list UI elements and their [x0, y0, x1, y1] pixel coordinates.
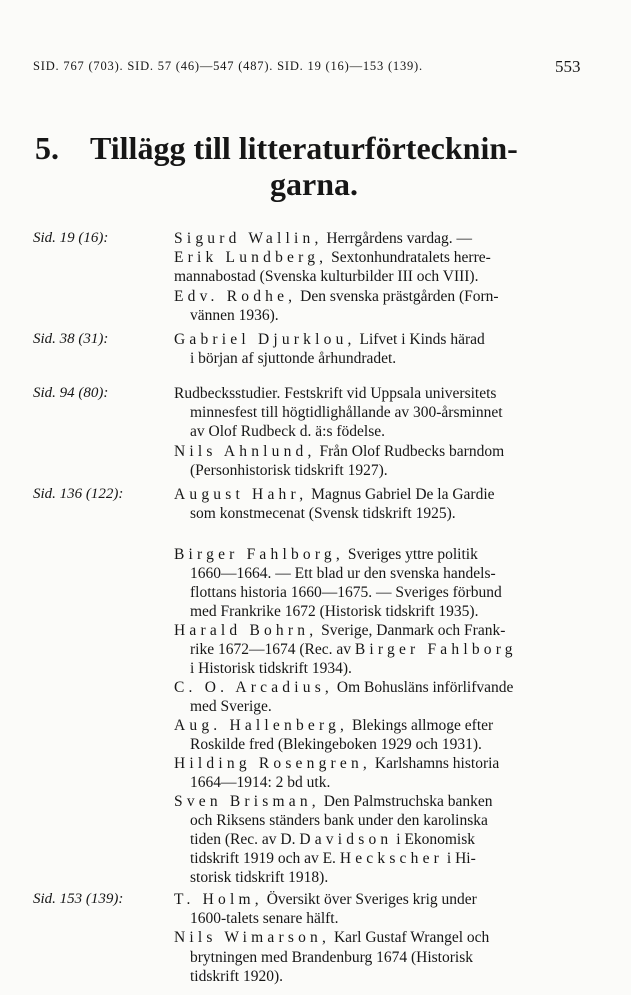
section-number: 5. [35, 130, 59, 166]
entry-line [174, 229, 472, 248]
entry-line [190, 306, 279, 325]
entry-text: Sveriges yttre politik [343, 546, 478, 563]
entry-text: Lifvet i Kinds härad [355, 331, 485, 348]
entry-text: Översikt över Sveriges krig under [262, 891, 477, 908]
entry-line [190, 349, 396, 368]
author-name: Sven Brisman, [174, 793, 320, 810]
entry-text: Herrgårdens vardag. — [322, 230, 473, 247]
entry-text: 1660—1664. — Ett blad ur den svenska handels- [190, 565, 496, 582]
running-head-text: SID. 767 (703). SID. 57 (46)—547 (487). SID. 19 (16)—153 (139). [33, 59, 423, 73]
author-name: Heckscher [339, 850, 444, 867]
entry-text: Om Bohusläns införlifvande [333, 679, 514, 696]
entry-text: Roskilde fred (Blekingeboken 1929 och 1931). [190, 736, 482, 753]
entry-text: i Hi- [443, 850, 476, 867]
author-name: Edv. Rodhe, [174, 288, 297, 305]
entry-line [174, 678, 513, 697]
author-name: T. Holm, [174, 891, 263, 908]
entry-text: tidskrift 1920). [190, 968, 283, 985]
author-name: Hilding Rosengren, [174, 755, 372, 772]
entry-line [174, 248, 491, 267]
entry-line [174, 384, 496, 403]
entry-text: Blekings allmoge efter [348, 717, 494, 734]
entry-text: Sverige, Danmark och Frank- [317, 622, 506, 639]
entry-text: flottans historia 1660—1675. — Sveriges förbund [190, 584, 502, 601]
entry-line [190, 504, 456, 523]
entry-text: Rudbecksstudier. Festskrift vid Uppsala universitets [174, 385, 497, 402]
entry-text: tiden (Rec. av D. [190, 831, 300, 848]
entry-text: Karl Gustaf Wrangel och [330, 929, 490, 946]
entry-text: rike 1672—1674 (Rec. av [190, 641, 355, 658]
entry-line [190, 697, 272, 716]
entry-text: Från Olof Rudbecks barndom [315, 443, 505, 460]
page-reference: Sid. 38 (31): [33, 331, 109, 347]
author-name: August Hahr, [174, 486, 308, 503]
entry-line [190, 735, 482, 754]
entry-line [190, 773, 330, 792]
entry-line [174, 754, 499, 773]
page-reference: Sid. 19 (16): [33, 230, 109, 246]
entry-line [174, 442, 504, 461]
section-title-line-2: garna. [270, 166, 358, 202]
entry-line [174, 890, 477, 909]
entry-text: Den svenska prästgården (Forn- [296, 288, 499, 305]
entry-line [174, 267, 478, 286]
entry-text: tidskrift 1919 och av E. [190, 850, 340, 867]
entry-line [190, 849, 476, 868]
entry-text: Den Palmstruchska banken [319, 793, 493, 810]
section-title-line-1: Tillägg till litteraturförtecknin- [90, 130, 518, 166]
entry-text: mannabostad (Svenska kulturbilder III och VIII). [174, 268, 479, 285]
entry-line [190, 403, 503, 422]
entry-text: som konstmecenat (Svensk tidskrift 1925). [190, 505, 456, 522]
entry-text: Magnus Gabriel De la Gardie [307, 486, 495, 503]
page-number: 553 [555, 57, 581, 76]
entry-line [174, 792, 493, 811]
entry-text: i början af sjuttonde århundradet. [190, 350, 397, 367]
entry-line [190, 564, 496, 583]
entry-text: med Sverige. [190, 698, 272, 715]
author-name: Gabriel Djurklou, [174, 331, 356, 348]
entry-line [174, 928, 489, 947]
entry-text: Karlshamns historia [371, 755, 500, 772]
entry-text: av Olof Rudbeck d. ä:s födelse. [190, 423, 385, 440]
author-name: Davidson [299, 831, 393, 848]
entry-line [190, 868, 328, 887]
entry-text: minnesfest till högtidlighållande av 300-årsminnet [190, 404, 503, 421]
entry-text: med Frankrike 1672 (Historisk tidskrift 1935). [190, 603, 479, 620]
entry-line [174, 621, 505, 640]
entry-line [190, 967, 283, 986]
entry-text: i Historisk tidskrift 1934). [190, 660, 352, 677]
entry-text: Sextonhundratalets herre- [327, 249, 491, 266]
entry-text: storisk tidskrift 1918). [190, 869, 329, 886]
entry-text: 1600-talets senare hälft. [190, 910, 339, 927]
entry-line [190, 909, 338, 928]
entry-line [190, 830, 475, 849]
entry-line [174, 545, 478, 564]
author-name: Harald Bohrn, [174, 622, 318, 639]
entry-text: och Riksens ständers bank under den karolinska [190, 812, 488, 829]
entry-line [174, 330, 485, 349]
author-name: Nils Ahnlund, [174, 443, 316, 460]
entry-text: vännen 1936). [190, 307, 279, 324]
author-name: Sigurd Wallin, [174, 230, 323, 247]
entry-line [190, 948, 473, 967]
entry-line [190, 811, 488, 830]
entry-line [174, 716, 493, 735]
page-reference: Sid. 136 (122): [33, 486, 124, 502]
entry-line [190, 583, 502, 602]
page-reference: Sid. 94 (80): [33, 385, 109, 401]
entry-line [190, 659, 352, 678]
author-name: Nils Wimarson, [174, 929, 331, 946]
author-name: Birger Fahlborg, [174, 546, 344, 563]
entry-line [174, 485, 495, 504]
author-name: Birger Fahlborg [354, 641, 517, 658]
page-reference: Sid. 153 (139): [33, 891, 124, 907]
author-name: Aug. Hallenberg, [174, 717, 349, 734]
author-name: C. O. Arcadius, [174, 679, 334, 696]
entry-text: (Personhistorisk tidskrift 1927). [190, 462, 388, 479]
entry-line [174, 287, 499, 306]
entry-text: i Ekonomisk [392, 831, 476, 848]
entry-text: 1664—1914: 2 bd utk. [190, 774, 331, 791]
entry-text: brytningen med Brandenburg 1674 (Historisk [190, 949, 473, 966]
entry-line [190, 602, 478, 621]
entry-line [190, 461, 388, 480]
author-name: Erik Lundberg, [174, 249, 328, 266]
entry-line [190, 422, 385, 441]
entry-line [190, 640, 517, 659]
